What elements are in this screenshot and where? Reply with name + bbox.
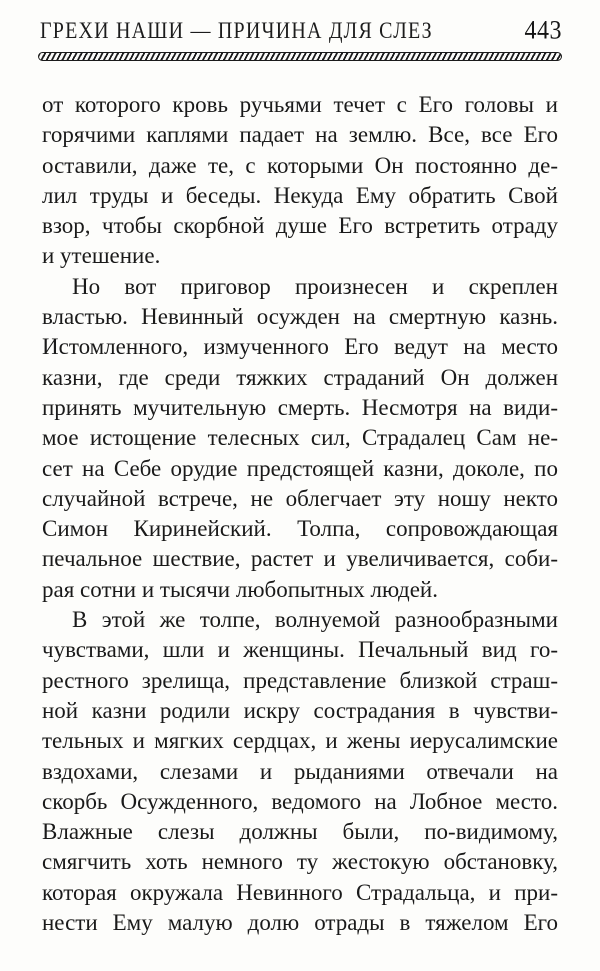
text-line: чувствами, шли и женщины. Печальный вид го- <box>42 637 558 663</box>
text-line: печальное шествие, растет и увеличивается, соби- <box>42 546 558 572</box>
text-line: Истомленного, измученного Его ведут на место <box>42 334 558 360</box>
text-line: смягчить хоть немного ту жестокую обстановку, <box>42 849 558 875</box>
text-line: принять мучительную смерть. Несмотря на види- <box>42 394 558 420</box>
text-line: и утешение. <box>42 243 161 269</box>
text-line: ной казни родили искру сострадания в чувстви- <box>42 697 558 723</box>
body-text <box>42 90 558 938</box>
text-line: мое истощение телесных сил, Страдалец Сам не- <box>42 425 558 451</box>
text-line: случайной встрече, не облегчает эту ношу некто <box>42 485 558 511</box>
text-line: сет на Себе орудие предстоящей казни, доколе, по <box>42 455 558 481</box>
text-line: лил труды и беседы. Некуда Ему обратить Свой <box>42 182 558 208</box>
text-line: В этой же толпе, волнуемой разнообразными <box>72 607 558 633</box>
text-line: взор, чтобы скорбной душе Его встретить отраду <box>42 213 558 239</box>
text-line: вздохами, слезами и рыданиями отвечали на <box>42 758 558 784</box>
text-line: горячими каплями падает на землю. Все, все Его <box>42 122 558 148</box>
text-line: Симон Киринейский. Толпа, сопровождающая <box>42 516 558 542</box>
paragraph <box>42 605 558 938</box>
text-line: властью. Невинный осужден на смертную казнь. <box>42 304 558 330</box>
paragraph <box>42 90 558 272</box>
running-header <box>40 16 562 46</box>
paragraph <box>42 272 558 605</box>
text-line: рая сотни и тысячи любопытных людей. <box>42 576 438 602</box>
text-line: которая окружала Невинного Страдальца, и при- <box>42 879 558 905</box>
text-line: от которого кровь ручьями течет с Его головы и <box>42 92 558 117</box>
text-line: тельных и мягких сердцах, и жены иерусалимские <box>42 728 558 754</box>
rope-divider <box>38 52 562 61</box>
text-line: нести Ему малую долю отрады в тяжелом Его <box>42 910 558 936</box>
page-number: 443 <box>524 16 562 45</box>
running-title: ГРЕХИ НАШИ — ПРИЧИНА ДЛЯ СЛЕЗ <box>40 17 433 44</box>
text-line: казни, где среди тяжких страданий Он должен <box>42 364 558 390</box>
text-line: рестного зрелища, представление близкой страш- <box>42 667 558 693</box>
text-line: Влажные слезы должны были, по-видимому, <box>42 819 558 845</box>
text-line: Но вот приговор произнесен и скреплен <box>72 273 558 299</box>
text-line: оставили, даже те, с которыми Он постоянно де- <box>42 152 558 178</box>
text-line: скорбь Осужденного, ведомого на Лобное место. <box>42 788 558 814</box>
